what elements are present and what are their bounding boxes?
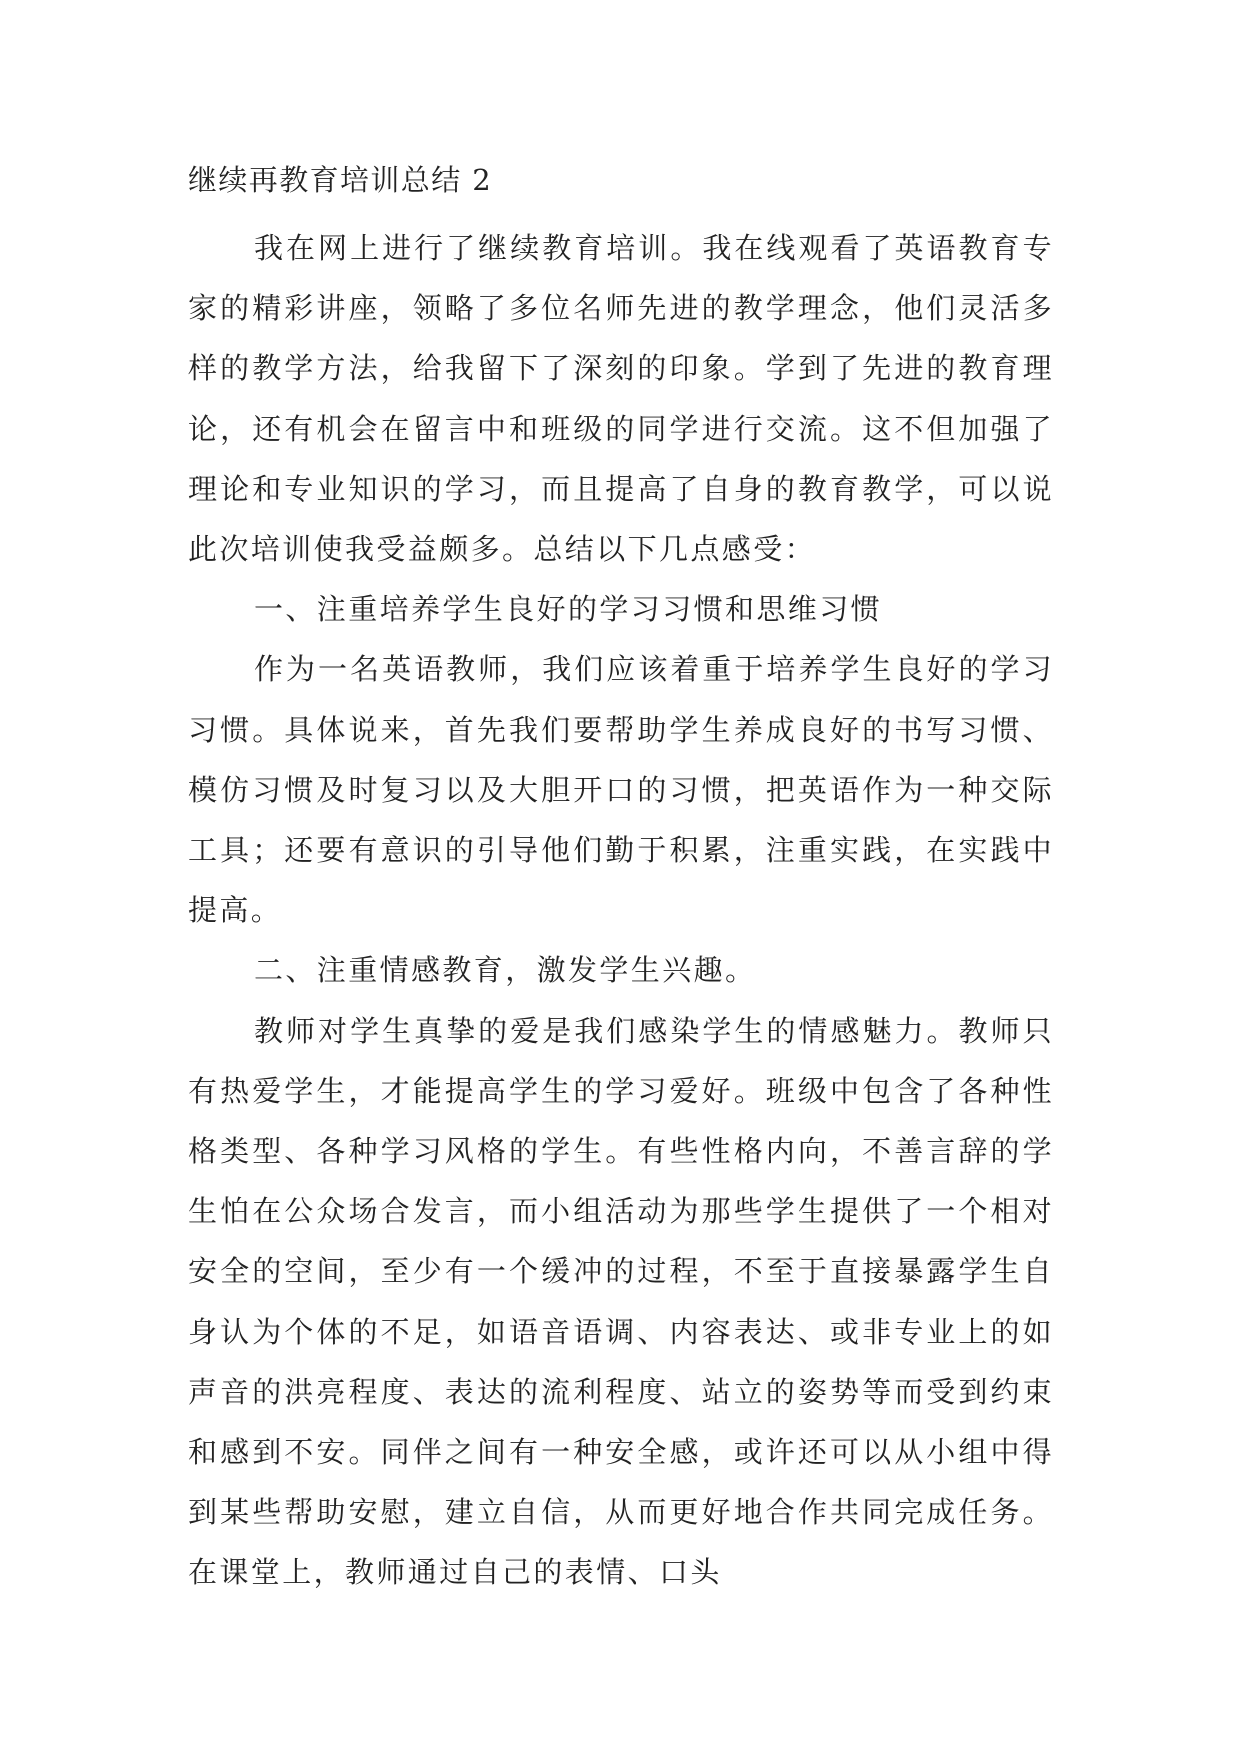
section-heading-2: 二、注重情感教育，激发学生兴趣。 [254, 953, 757, 988]
intro-paragraph: 我在网上进行了继续教育培训。我在线观看了英语教育专家的精彩讲座，领略了多位名师先进的教学理念，他们灵活多样的教学方法，给我留下了深刻的印象。学到了先进的教育理论，还有机会在留言中和班级的同学进行交流。这不但加强了理论和专业知识的学习，而且提高了自身的教育教学，可以说此次培训使我受益颇多。总结以下几点感受： [188, 231, 1054, 567]
document-body [188, 218, 1054, 1603]
section-heading-1: 一、注重培养学生良好的学习习惯和思维习惯 [254, 592, 883, 627]
section-1-paragraph: 作为一名英语教师，我们应该着重于培养学生良好的学习习惯。具体说来，首先我们要帮助学生养成良好的书写习惯、模仿习惯及时复习以及大胆开口的习惯，把英语作为一种交际工具；还要有意识的引导他们勤于积累，注重实践，在实践中提高。 [188, 652, 1054, 928]
document-title: 继续再教育培训总结 2 [188, 163, 493, 197]
section-2-paragraph: 教师对学生真挚的爱是我们感染学生的情感魅力。教师只有热爱学生，才能提高学生的学习爱好。班级中包含了各种性格类型、各种学习风格的学生。有些性格内向，不善言辞的学生怕在公众场合发言，而小组活动为那些学生提供了一个相对安全的空间，至少有一个缓冲的过程，不至于直接暴露学生自身认为个体的不足，如语音语调、内容表达、或非专业上的如声音的洪亮程度、表达的流利程度、站立的姿势等而受到约束和感到不安。同伴之间有一种安全感，或许还可以从小组中得到某些帮助安慰，建立自信，从而更好地合作共同完成任务。在课堂上，教师通过自己的表情、口头 [188, 1013, 1054, 1590]
